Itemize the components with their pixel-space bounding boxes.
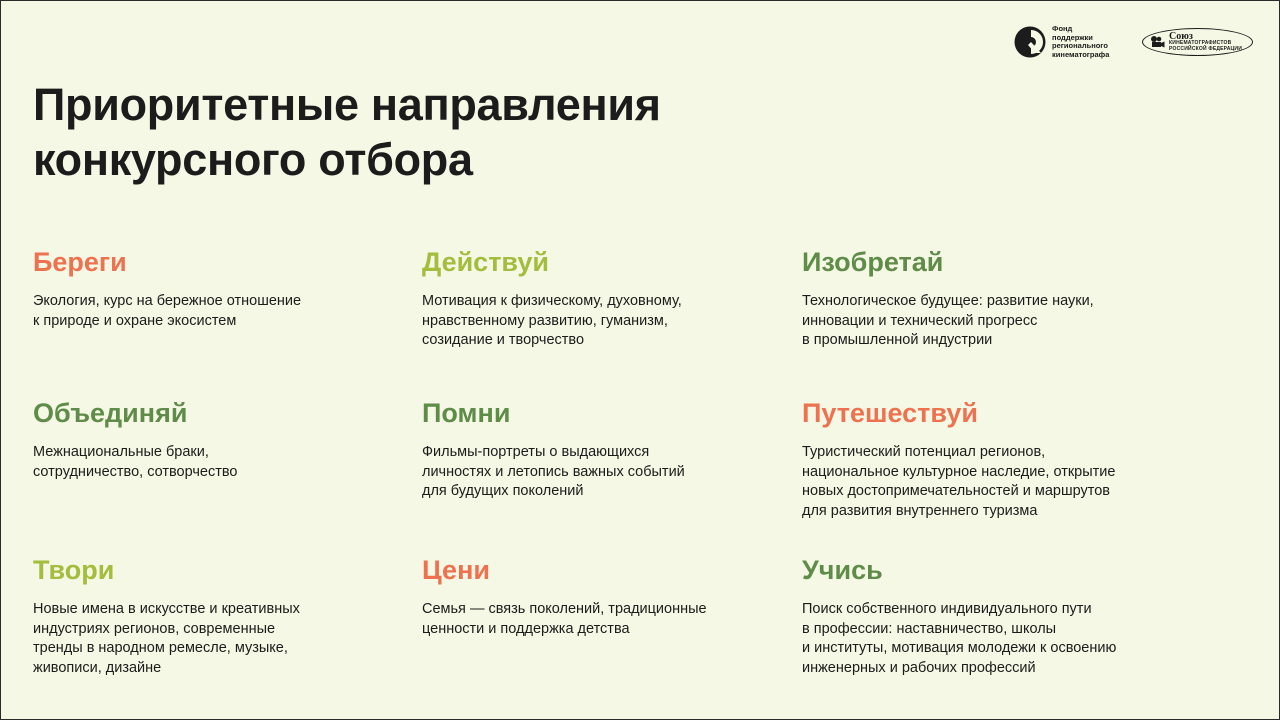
- direction-heading: Цени: [422, 555, 490, 585]
- fond-logo-line: кинематографа: [1052, 49, 1110, 59]
- direction-heading: Объединяй: [33, 398, 188, 428]
- union-logo-text: [1169, 32, 1242, 52]
- direction-description: Туристический потенциал регионов, национальное культурное наследие, открытие новых достопримечательностей и маршрутов для развития внутреннего туризма: [802, 444, 1116, 519]
- direction-description: Фильмы-портреты о выдающихся личностях и летопись важных событий для будущих поколений: [422, 444, 685, 499]
- partner-logos: [1014, 25, 1253, 59]
- direction-heading: Береги: [33, 247, 127, 277]
- fond-logo-line: Фонд поддержки: [1052, 24, 1093, 42]
- direction-card: [422, 246, 782, 351]
- direction-card: [802, 246, 1162, 351]
- page-title-line: Приоритетные направления: [33, 79, 661, 130]
- union-logo-line: Союз: [1169, 31, 1193, 42]
- direction-card: [802, 554, 1162, 678]
- page-title: [33, 77, 661, 187]
- union-logo-line: КИНЕМАТОГРАФИСТОВ: [1169, 40, 1232, 46]
- direction-heading: Учись: [802, 555, 883, 585]
- direction-card: [33, 397, 393, 482]
- union-logo: [1142, 28, 1253, 56]
- direction-card: [422, 554, 782, 639]
- direction-card: [33, 246, 393, 331]
- direction-heading: Изобретай: [802, 247, 944, 277]
- direction-heading: Твори: [33, 555, 115, 585]
- page-title-line: конкурсного отбора: [33, 134, 473, 185]
- union-logo-line: РОССИЙСКОЙ ФЕДЕРАЦИИ: [1169, 45, 1242, 52]
- direction-description: Экология, курс на бережное отношение к природе и охране экосистем: [33, 293, 302, 329]
- direction-description: Межнациональные браки, сотрудничество, сотворчество: [33, 444, 238, 480]
- direction-heading: Действуй: [422, 247, 549, 277]
- fond-logo-icon: [1014, 26, 1046, 58]
- direction-description: Поиск собственного индивидуального пути в профессии: наставничество, школы и институты, мотивация молодежи к освоению инженерных и рабочих профессий: [802, 601, 1117, 676]
- direction-description: Технологическое будущее: развитие науки, инновации и технический прогресс в промышленной индустрии: [802, 293, 1094, 348]
- direction-heading: Помни: [422, 398, 511, 428]
- fond-logo-text: [1052, 25, 1114, 59]
- fond-logo: [1014, 25, 1114, 59]
- film-camera-icon: [1149, 35, 1165, 49]
- direction-card: [33, 554, 393, 678]
- direction-description: Семья — связь поколений, традиционные ценности и поддержка детства: [422, 601, 707, 637]
- direction-description: Новые имена в искусстве и креативных индустриях регионов, современные тренды в народном ремесле, музыке, живописи, дизайне: [33, 601, 300, 676]
- fond-logo-line: регионального: [1052, 41, 1108, 50]
- direction-card: [422, 397, 782, 502]
- direction-card: [802, 397, 1162, 521]
- direction-heading: Путешествуй: [802, 398, 978, 428]
- direction-description: Мотивация к физическому, духовному, нравственному развитию, гуманизм, созидание и творчество: [422, 293, 682, 348]
